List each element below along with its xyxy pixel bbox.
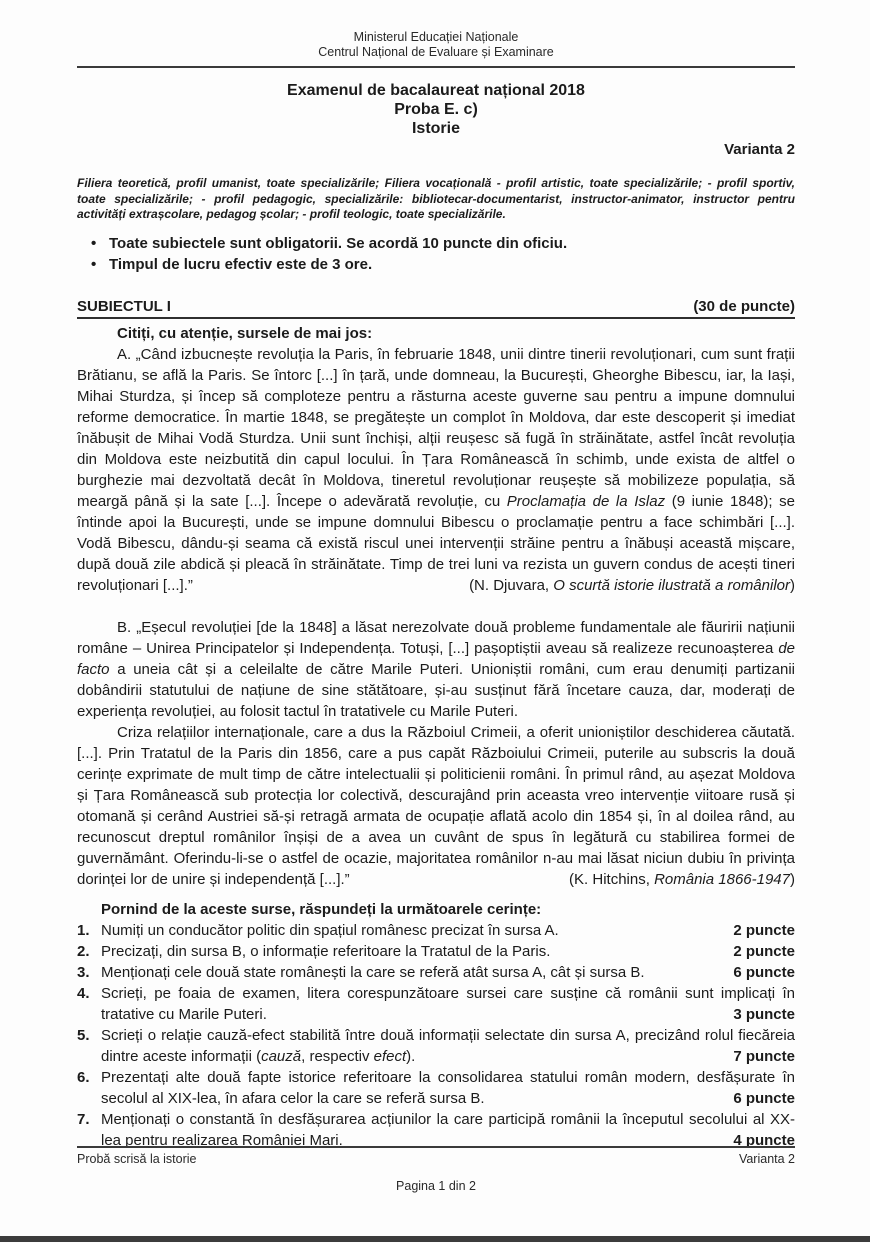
source-b-attr-close: ) [790,870,795,888]
source-b-attr-author: (K. Hitchins, [569,870,655,888]
question-points: 6 puncte [733,1089,795,1107]
question-item [77,1067,795,1109]
question-number: 7. [77,1110,90,1128]
question-body: Precizați, din sursa B, o informație referitoare la Tratatul de la Paris. [101,942,551,960]
question-text [101,941,795,962]
exam-title-block [77,81,795,138]
instruction-text: Toate subiectele sunt obligatorii. Se acordă 10 puncte din oficiu. [109,234,568,252]
ministry-line-1: Ministerul Educației Naționale [353,30,519,44]
source-b-text-2: Criza relațiilor internaționale, care a dus la Războiul Crimeii, a oferit unioniștilor deschiderea căutată. [...]. Prin Tratatul de la Paris din 1856, care a pus capăt Războiului Crimeii, puterile au subscris la două cerințe exprimate de mult timp de către intelectualii și politicienii români. În primul rând, au așezat Moldova și Țara Românească sub protecția lor colectivă, descurajând prin aceasta vreo intervenție viitoare rusă și otomană și cerând Austriei să-și retragă armata de ocupație aflată acolo din 1854 și, în al doilea rând, au recunoscut dreptul românilor înșiși de a avea un cuvânt de spus în legătură cu stabilirea formei de guvernământ. Oferindu-li-se o astfel de ocazie, majoritatea românilor n-au mai lăsat niciun dubiu în privința dorinței lor de unire și independență [...].” [77,723,795,888]
source-a-paragraph [77,344,795,596]
ministry-line-2: Centrul Național de Evaluare și Examinare [318,45,554,59]
page-footer [77,1146,795,1194]
question-number: 3. [77,963,90,981]
question-item [77,1109,795,1151]
source-a-attribution [429,575,795,596]
question-number: 4. [77,984,90,1002]
sources-intro: Citiți, cu atenție, sursele de mai jos: [117,324,373,342]
source-a-attr-close: ) [790,576,795,594]
variant-label: Varianta 2 [724,141,795,158]
filiera-note: Filiera teoretică, profil umanist, toate specializările; Filiera vocațională - profil artistic, toate specializările; - profil sportiv, toate specializările; - profil pedagogic, specializările: bibliotecar-documentarist, instructor-animator, instructor pentru activități extrașcolare, pedagog școlar; - profil teologic, toate specializările. [77,176,795,221]
question-body: Menționați cele două state românești la care se referă atât sursa A, cât și sursa B. [101,963,645,981]
question-body: Scrieți o relație cauză-efect stabilită între două informații selectate din sursa A, precizând rolul fiecăreia dintre aceste informații (cauză, respectiv efect). [101,1026,795,1065]
source-a-attr-author: (N. Djuvara, [469,576,554,594]
source-a-text: A. „Când izbucnește revoluția la Paris, în februarie 1848, unii dintre tinerii revoluționari, cum sunt frații Brătianu, se află la Paris. Se întorc [...] în țară, unde domneau, la București, Gheorghe Bibescu, iar, la Iași, Mihai Sturdza, și încep să comploteze pentru a răsturna aceste guverne sau pentru a impune domnului reforme democratice. În martie 1848, se pregătește un complot în Moldova, dar este descoperit și imediat înăbușit de Mihai Vodă Sturdza. Unii sunt închiși, alții reușesc să fugă în străinătate, astfel încât revoluția din Moldova este neizbutită din capul locului. În Țara Românească în schimb, unde exista de altfel o burghezie mai dezvoltată decât în Moldova, tineretul revoluționar reușește să mobilizeze populația, să meargă până și la sate [...]. Începe o adevărată revoluție, cu Proclamația de la Islaz (9 iunie 1848); se întinde apoi la București, unde se impune domnului Bibescu o proclamație pentru a face schimbări [...]. Vodă Bibescu, dându-și seama că există riscul unei intervenții străine pentru a înăbuși această mișcare, după două zile abdică și pleacă în străinătate. Timp de trei luni va rezista un guvern condus de acești tineri revoluționari [...].” [77,345,795,594]
source-b-attr-title: România 1866-1947 [654,870,790,888]
ministry-header [77,30,795,60]
exam-title: Examenul de bacalaureat național 2018 [287,82,585,99]
question-body: Numiți un conducător politic din spațiul românesc precizat în sursa A. [101,921,559,939]
question-item [77,983,795,1025]
exam-subject: Istorie [411,120,460,137]
bullet-icon: • [91,234,97,252]
instruction-text: Timpul de lucru efectiv este de 3 ore. [109,255,373,273]
question-points: 4 puncte [733,1131,795,1149]
source-b-attribution [529,869,795,890]
footer-page-number: Pagina 1 din 2 [396,1179,476,1193]
question-text [101,983,795,1025]
source-a-attr-title: O scurtă istorie ilustrată a românilor [553,576,790,594]
question-body: Prezentați alte două fapte istorice referitoare la consolidarea statului român modern, desfășurate în secolul al XIX-lea, în afara celor la care se referă sursa B. [101,1068,795,1107]
question-item [77,962,795,983]
footer-right: Varianta 2 [738,1152,795,1166]
question-body: Menționați o constantă în desfășurarea acțiunilor la care participă românii la începutul secolului al XX-lea pentru realizarea României Mari. [101,1110,795,1149]
page-content [77,30,795,1151]
source-b-text-1: B. „Eșecul revoluției [de la 1848] a lăsat nerezolvate două probleme fundamentale ale făuririi națiunii române – Unirea Principatelor și Independența. Totuși, [...] pașoptiștii aveau să realizeze recunoașterea de facto a uneia cât și a celeilalte de către Marile Puteri. Unioniștii români, cum erau denumiți partizanii dobândirii statutului de națiune de sine stătătoare, și-au susținut fără încetare cauza, dar, moderați de experiența revoluției, au folosit tactul în tratativele cu Marile Puteri. [77,618,795,720]
footer-row [77,1152,795,1167]
footer-rule [77,1146,795,1148]
questions-intro: Pornind de la aceste surse, răspundeți la următoarele cerințe: [101,900,542,918]
question-text [101,1109,795,1151]
subject-points: (30 de puncte) [693,297,795,315]
instructions-list [77,233,795,275]
question-points: 3 puncte [733,1005,795,1023]
question-points: 2 puncte [733,942,795,960]
question-item [77,1025,795,1067]
bottom-bar [0,1236,870,1242]
question-points: 2 puncte [733,921,795,939]
question-item [77,941,795,962]
question-number: 6. [77,1068,90,1086]
question-text [101,920,795,941]
source-b-paragraph-2 [77,722,795,890]
question-text [101,1067,795,1109]
question-body: Scrieți, pe foaia de examen, litera corespunzătoare sursei care susține că românii sunt implicați în tratative cu Marile Puteri. [101,984,795,1023]
question-number: 1. [77,921,90,939]
subject-heading: SUBIECTUL I [77,297,171,315]
question-number: 5. [77,1026,90,1044]
exam-proba: Proba E. c) [394,101,478,118]
question-text [101,1025,795,1067]
question-points: 7 puncte [733,1047,795,1065]
subject-heading-row [77,297,795,319]
question-text [101,962,795,983]
instruction-item [77,233,795,254]
instruction-item [77,254,795,275]
header-rule [77,66,795,68]
footer-left: Probă scrisă la istorie [77,1152,197,1166]
question-points: 6 puncte [733,963,795,981]
questions-list [77,920,795,1151]
question-number: 2. [77,942,90,960]
source-b-paragraph-1 [77,617,795,722]
bullet-icon: • [91,255,97,273]
question-item [77,920,795,941]
